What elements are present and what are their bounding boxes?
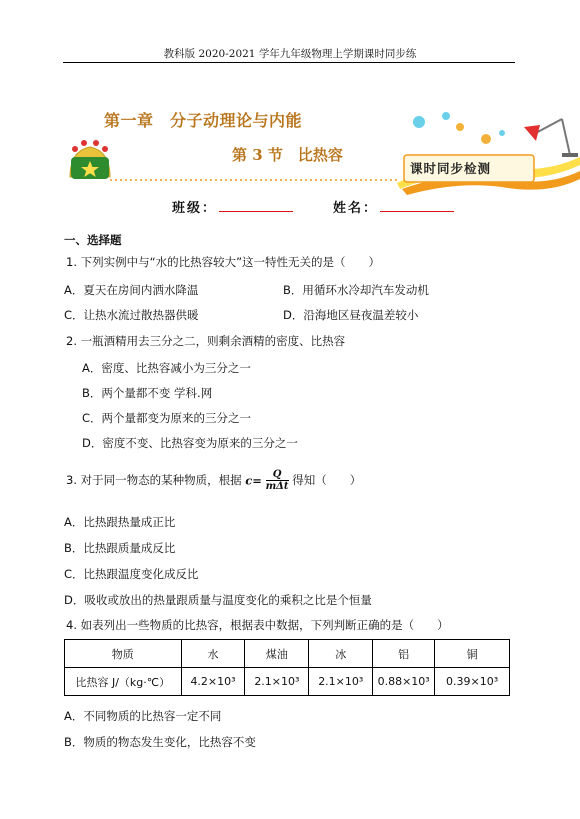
chapter-title: 第一章 分子动理论与内能 [104,111,303,130]
q1-stem: 1. 下列实例中与“水的比热容较大”这一特性无关的是（ ） [66,255,381,269]
page-header: 教科版 2020-2021 学年九年级物理上学期课时同步练 [163,48,417,60]
q2-option-c: C．两个量都变为原来的三分之一 [82,411,252,425]
table-header-cell: 铝 [373,640,435,668]
table-header-cell: 冰 [309,640,373,668]
table-cell: 2.1×10³ [309,668,373,696]
q2-option-a: A．密度、比热容减小为三分之一 [82,361,251,375]
table-cell: 0.39×10³ [435,668,510,696]
desk-lamp-icon [524,119,578,157]
q3-formula-denominator: mΔt [265,481,289,492]
bubbles-decoration [413,112,505,144]
table-cell: 0.88×10³ [373,668,435,696]
table-header-cell: 物质 [65,640,182,668]
q1-option-a: A．夏天在房间内洒水降温 [64,283,199,297]
table-row [65,668,510,696]
q4-stem: 4. 如表列出一些物质的比热容，根据表中数据，下列判断正确的是（ ） [66,618,449,632]
q3-option-c: C．比热跟温度变化成反比 [64,567,199,581]
tag-label: 课时同步检测 [410,161,492,176]
q1-option-b: B．用循环水冷却汽车发动机 [283,283,429,297]
q1-option-c: C．让热水流过散热器供暖 [64,308,199,322]
q4-option-b: B．物质的物态发生变化，比热容不变 [64,735,256,749]
q2-option-b: B．两个量都不变 学科.网 [82,386,213,400]
class-blank[interactable] [219,211,293,212]
name-blank[interactable] [380,211,454,212]
star-badge-icon [70,140,110,179]
q3-option-a: A．比热跟热量成正比 [64,515,176,529]
table-cell: 2.1×10³ [245,668,309,696]
header-rule [63,62,515,63]
q3-option-b: B．比热跟质量成反比 [64,541,176,555]
class-label: 班级： [172,201,218,216]
q3-formula [245,469,288,492]
name-label: 姓名： [333,201,379,216]
q2-stem: 2. 一瓶酒精用去三分之二，则剩余酒精的密度、比热容 [66,334,346,348]
q3-stem-after: 得知（ ） [292,473,362,487]
table-cell: 4.2×10³ [181,668,245,696]
specific-heat-table [64,639,510,696]
q2-option-d: D．密度不变、比热容变为原来的三分之一 [82,436,298,450]
table-header-cell: 煤油 [245,640,309,668]
q3-formula-fraction [266,469,289,492]
table-header-row [65,640,510,668]
q1-option-d: D．沿海地区昼夜温差较小 [283,308,419,322]
q3-option-d: D．吸收或放出的热量跟质量与温度变化的乘积之比是个恒量 [64,593,372,607]
section-title: 第 3 节 比热容 [232,146,343,164]
q3-formula-numerator: Q [266,469,289,481]
q3-stem [66,469,361,492]
table-header-cell: 铜 [435,640,510,668]
table-row-label: 比热容 J/（kg·℃） [65,668,182,696]
section-heading: 一、选择题 [64,233,122,247]
table-header-cell: 水 [181,640,245,668]
q3-formula-lhs: c= [245,473,262,488]
q3-stem-before: 3. 对于同一物态的某种物质，根据 [66,473,242,487]
q4-option-a: A．不同物质的比热容一定不同 [64,709,222,723]
